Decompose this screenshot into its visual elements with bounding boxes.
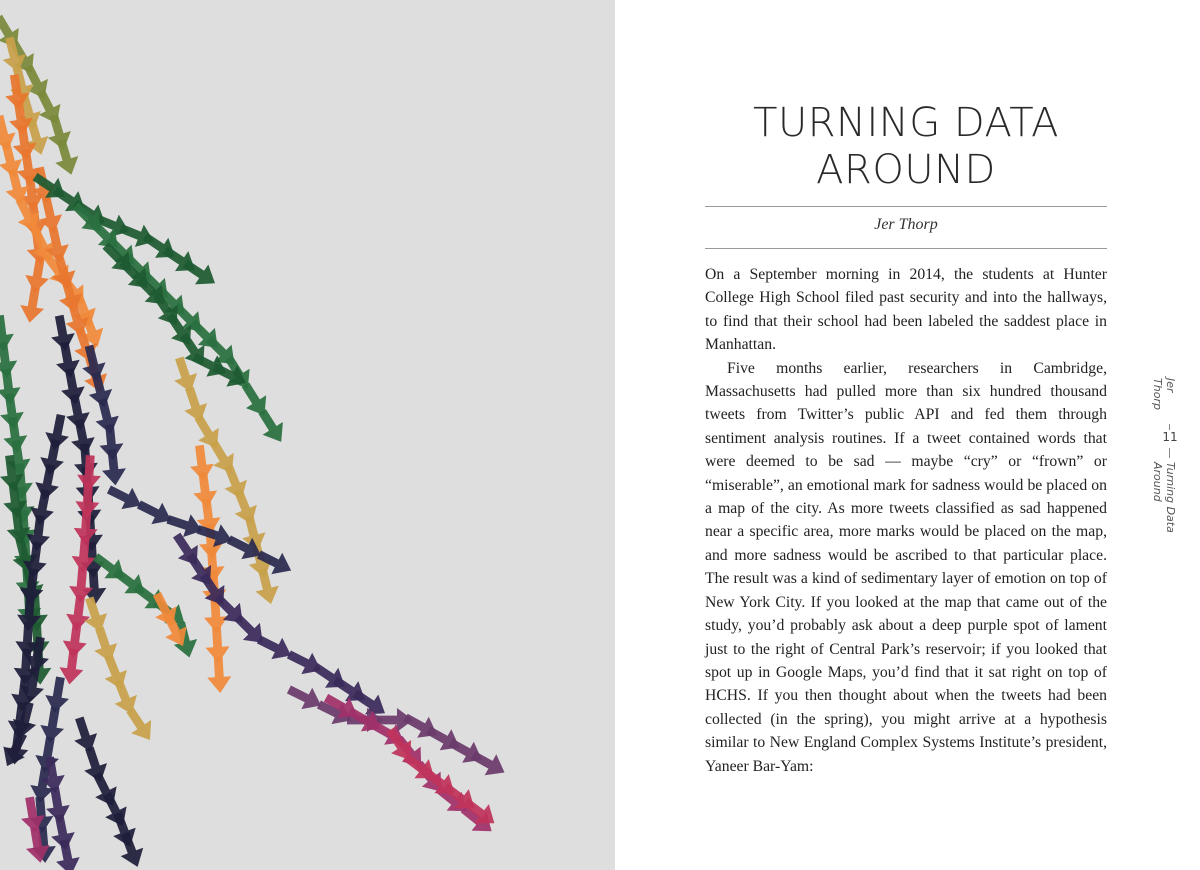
arrow-mark	[207, 657, 231, 693]
arrow-mark	[126, 708, 151, 740]
running-head-divider-bottom	[1169, 448, 1170, 458]
chapter-author: Jer Thorp	[874, 216, 938, 233]
arrow-mark	[183, 260, 215, 285]
arrow-mark	[234, 614, 263, 643]
arrow-mark	[55, 139, 78, 175]
arrow-mark	[184, 387, 207, 423]
chapter-title-line-1: TURNING DATA	[753, 100, 1059, 146]
running-head-author: Jer Thorp	[1151, 378, 1177, 410]
arrow-mark	[137, 501, 171, 525]
body-paragraph-2: Five months earlier, researchers in Cambridge, Massachusetts had pulled more than six hundred thousand tweets from Twitter’s public API and fed them through sentiment analysis routines. If a tweet contained words that were deemed to be sad — maybe “cry” or “frown” or “miserable”, an emotional mark for sadness would be placed on a map of the city. As more tweets classified as sad happened near a specific area, more marks would be placed on the map, and more sadness would be ascribed to that particular place. The result was a kind of sedimentary layer of emotion on top of New York City. If you looked at the map that came out of the study, you’d probably ask about a deep purple spot of lament just to the right of Central Park’s reservoir; if you looked that spot up in Google Maps, you’d find that it sat right on top of HCHS. If you then thought about when the tweets had been collected (in the spring), you might arrive at a hypothesis similar to New England Complex Systems Institute’s president, Yaneer Bar-Yam:	[705, 359, 1107, 775]
arrow-mark	[20, 287, 44, 323]
arrow-mark	[258, 409, 283, 442]
arrow-mark	[102, 449, 126, 485]
arrow-mark	[107, 486, 141, 510]
arrow-chain	[174, 357, 279, 605]
arrow-mark	[257, 636, 291, 660]
arrow-chain	[103, 243, 247, 387]
arrow-mark	[256, 568, 279, 604]
running-head	[1150, 378, 1190, 548]
arrow-chain	[84, 597, 151, 741]
arrow-mark	[25, 257, 49, 293]
arrow-mark	[94, 627, 117, 663]
body-paragraph-1: On a September morning in 2014, the students at Hunter College High School filed past security and into the hallways, to find that their school had been labeled the saddest place in Manhattan.	[705, 266, 1107, 354]
chapter-title	[705, 100, 1107, 194]
text-page	[615, 0, 1200, 870]
arrow-chain	[74, 717, 143, 867]
page-number: 11	[1162, 430, 1178, 444]
running-head-title: Turning Data Around	[1151, 462, 1177, 533]
arrow-mark	[40, 707, 64, 743]
arrow-mark	[287, 686, 321, 710]
title-rule-top	[705, 206, 1107, 207]
title-rule-bottom	[705, 248, 1107, 249]
arrow-mark	[242, 382, 267, 415]
body-text	[705, 263, 1107, 778]
arrow-mark	[45, 677, 69, 713]
arrow-mark	[471, 751, 505, 775]
chapter-title-line-2: AROUND	[816, 147, 996, 193]
